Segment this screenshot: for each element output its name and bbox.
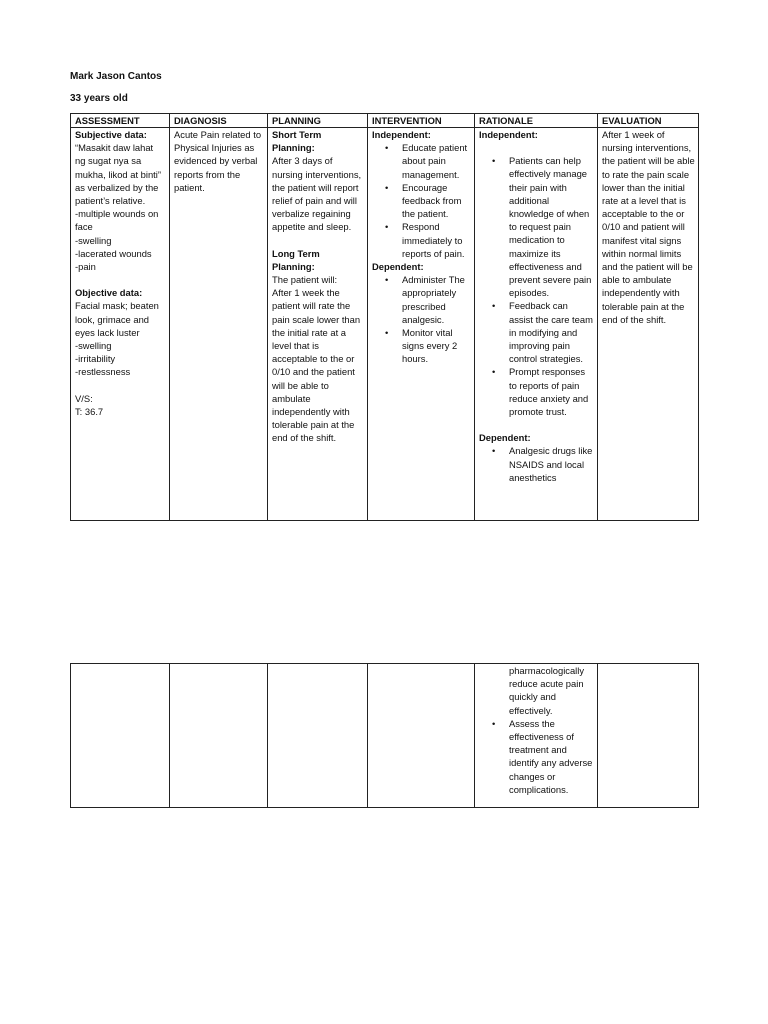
list-item: • Feedback can assist the care team in modifying and improving pain control strategies. [509, 299, 594, 365]
header-planning: PLANNING [268, 114, 368, 128]
list-item: • Analgesic drugs like NSAIDS and local anesthetics [509, 444, 594, 484]
rationale-dependent-list-continued [479, 717, 594, 796]
list-item: • Patients can help effectively manage their pain with additional knowledge of when to request pain medication to maximize its effectiveness and prevent severe pain episodes. [509, 154, 594, 299]
temperature: T: 36.7 [75, 405, 104, 417]
diagnosis-text: Acute Pain related to Physical Injuries as evidenced by verbal reports from the patient. [174, 129, 262, 193]
short-term-label: Short Term Planning: [272, 129, 322, 154]
header-evaluation: EVALUATION [598, 114, 699, 128]
subjective-item: -swelling [75, 234, 112, 246]
rationale-cell-continued [475, 664, 598, 808]
intervention-dependent-list [372, 273, 471, 365]
long-term-intro: The patient will: [272, 274, 338, 286]
care-plan-table-continued [70, 663, 699, 808]
rationale-cell [475, 128, 598, 521]
planning-cell [268, 128, 368, 521]
objective-text: Facial mask; beaten look, grimace and eyes lack luster [75, 300, 159, 338]
rationale-independent-list [479, 154, 594, 418]
subjective-item: -multiple wounds on face [75, 208, 159, 233]
intervention-independent-list [372, 141, 471, 260]
rationale-independent-label: Independent: [479, 129, 538, 140]
assessment-cell [71, 128, 170, 521]
long-term-text: After 1 week the patient will rate the pain scale lower than the initial rate at a level that is acceptable to the or 0/10 and the patient will be able to ambulate independently with tolerable pain at the end of the shift. [272, 287, 361, 444]
header-assessment: ASSESSMENT [71, 114, 170, 128]
intervention-cell [368, 128, 475, 521]
long-term-label: Long Term Planning: [272, 247, 320, 272]
list-item: • Administer The appropriately prescribed analgesic. [402, 273, 471, 326]
intervention-dependent-label: Dependent: [372, 261, 424, 273]
subjective-label: Subjective data: [75, 129, 147, 140]
header-intervention: INTERVENTION [368, 114, 475, 128]
diagnosis-cell-continued [170, 664, 268, 808]
header-row [71, 114, 699, 128]
evaluation-text: After 1 week of nursing interventions, the patient will be able to rate the pain scale lower than the initial rate at a level that is acceptable to the or 0/10 and patient will manifest vital signs within normal limits and the patient will be able to ambulate independently with tolerable pain at the end of the shift. [602, 129, 695, 325]
subjective-quote: “Masakit daw lahat ng sugat nya sa mukha, likod at binti” as verbalized by the patient’s relative. [75, 142, 161, 207]
objective-item: -restlessness [75, 366, 131, 378]
rationale-dependent-list [479, 444, 594, 484]
header-rationale: RATIONALE [475, 114, 598, 128]
list-item: • Educate patient about pain management. [402, 141, 471, 181]
objective-item: -swelling [75, 340, 112, 352]
list-item: • Prompt responses to reports of pain reduce anxiety and promote trust. [509, 365, 594, 418]
planning-cell-continued [268, 664, 368, 808]
subjective-item: -pain [75, 261, 96, 273]
evaluation-cell-continued [598, 664, 699, 808]
assessment-cell-continued [71, 664, 170, 808]
table-row [71, 128, 699, 521]
care-plan-table [70, 113, 699, 521]
list-item: • Assess the effectiveness of treatment and identify any adverse changes or complications. [509, 717, 594, 796]
objective-item: -irritability [75, 353, 116, 365]
short-term-text: After 3 days of nursing interventions, the patient will report relief of pain and will verbalize regaining appetite and sleep. [272, 155, 362, 233]
list-item: • Encourage feedback from the patient. [402, 181, 471, 221]
patient-age: 33 years old [70, 93, 128, 104]
list-item: • Respond immediately to reports of pain. [402, 220, 471, 260]
rationale-dependent-label: Dependent: [479, 432, 531, 444]
list-item: • Monitor vital signs every 2 hours. [402, 326, 471, 366]
diagnosis-cell [170, 128, 268, 521]
evaluation-cell [598, 128, 699, 521]
intervention-independent-label: Independent: [372, 129, 431, 140]
vital-signs-label: V/S: [75, 392, 93, 404]
subjective-item: -lacerated wounds [75, 247, 152, 259]
rationale-dependent-continued: pharmacologically reduce acute pain quickly and effectively. [509, 665, 585, 716]
objective-label: Objective data: [75, 287, 143, 299]
patient-name: Mark Jason Cantos [70, 71, 162, 82]
table-row [71, 664, 699, 808]
header-diagnosis: DIAGNOSIS [170, 114, 268, 128]
intervention-cell-continued [368, 664, 475, 808]
